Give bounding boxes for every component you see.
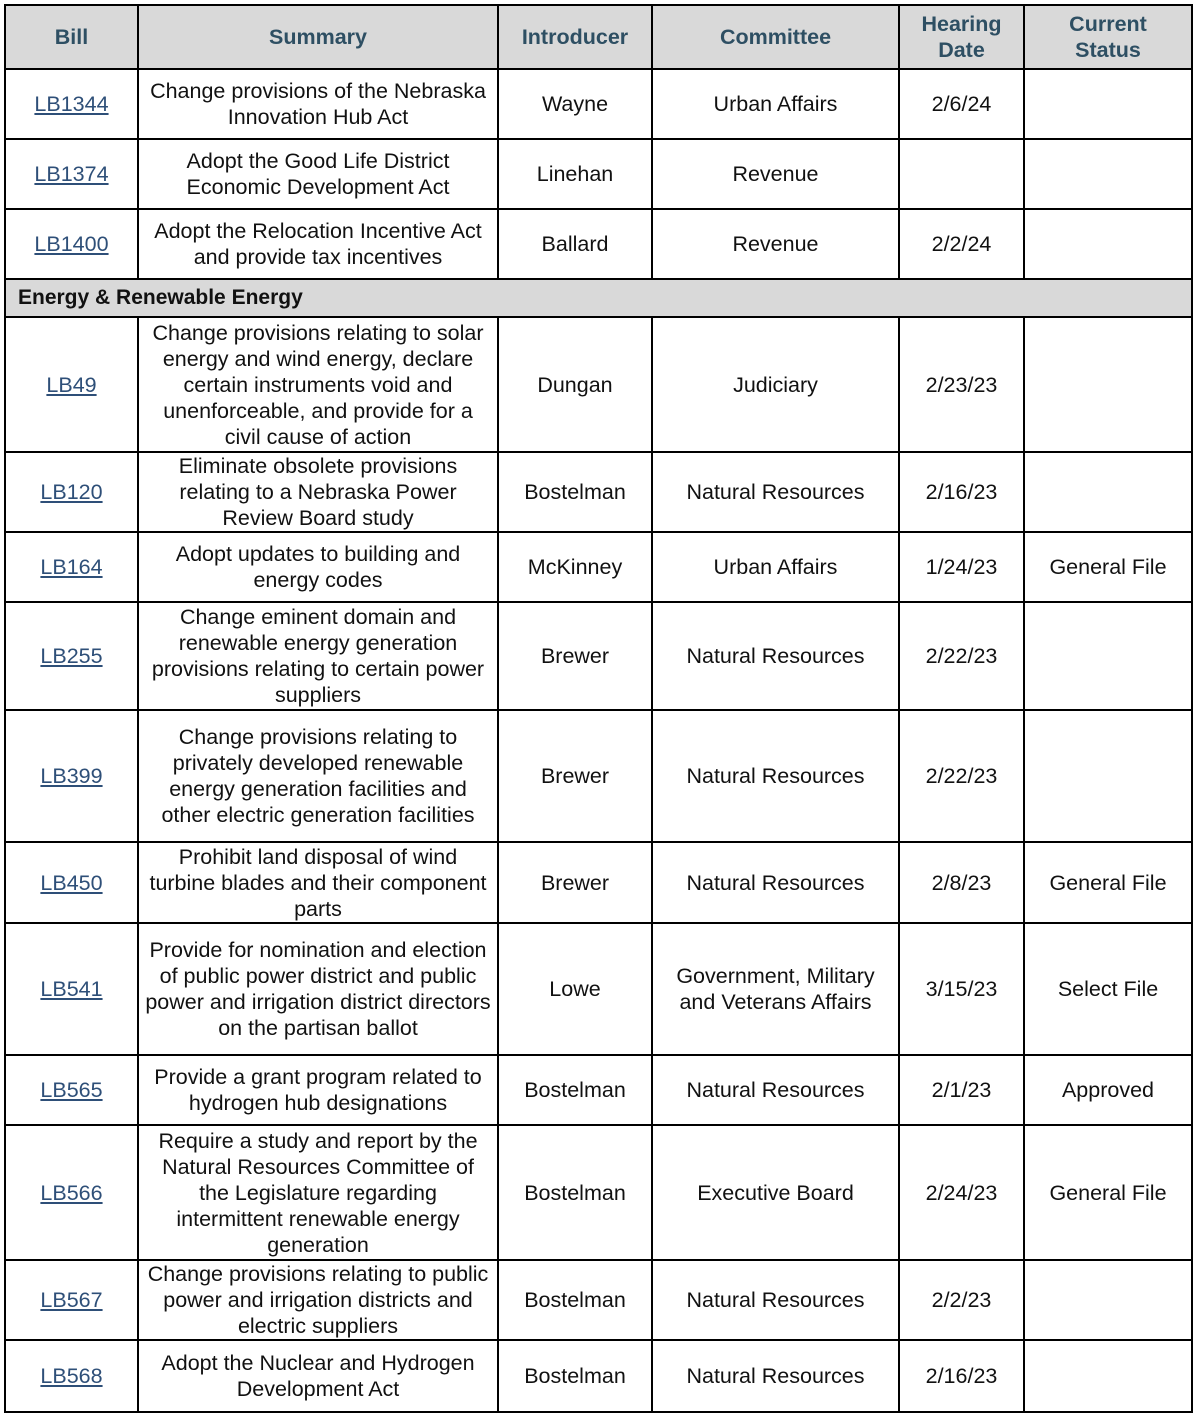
- header-bill: Bill: [5, 5, 138, 69]
- status-cell: [1024, 139, 1192, 209]
- bill-link[interactable]: LB399: [40, 764, 103, 788]
- committee-cell: Natural Resources: [652, 1340, 899, 1412]
- introducer-cell: Bostelman: [498, 1125, 652, 1260]
- introducer-cell: Bostelman: [498, 1340, 652, 1412]
- table-row: [5, 1260, 1192, 1340]
- status-cell: [1024, 452, 1192, 532]
- introducer-cell: Bostelman: [498, 452, 652, 532]
- status-cell: General File: [1024, 842, 1192, 923]
- committee-cell: Natural Resources: [652, 842, 899, 923]
- hearing-date-cell: 2/22/23: [899, 602, 1024, 710]
- bill-cell: [5, 452, 138, 532]
- bill-cell: [5, 317, 138, 452]
- table-row: [5, 923, 1192, 1055]
- committee-cell: Executive Board: [652, 1125, 899, 1260]
- summary-cell: Eliminate obsolete provisions relating to a Nebraska Power Review Board study: [138, 452, 498, 532]
- table-row: [5, 209, 1192, 279]
- table-row: [5, 842, 1192, 923]
- bill-link[interactable]: LB1374: [34, 162, 109, 186]
- bill-link[interactable]: LB450: [40, 870, 103, 895]
- bill-cell: [5, 1055, 138, 1125]
- summary-cell: Adopt the Good Life District Economic Development Act: [138, 139, 498, 209]
- table-row: [5, 317, 1192, 452]
- committee-cell: Natural Resources: [652, 452, 899, 532]
- hearing-date-cell: 2/2/23: [899, 1260, 1024, 1340]
- hearing-date-cell: 1/24/23: [899, 532, 1024, 602]
- bill-link[interactable]: LB567: [40, 1288, 103, 1312]
- bill-cell: [5, 532, 138, 602]
- table-row: [5, 1125, 1192, 1260]
- bill-cell: [5, 139, 138, 209]
- hearing-date-cell: 2/6/24: [899, 69, 1024, 139]
- bill-cell: [5, 1260, 138, 1340]
- header-current-status: Current Status: [1024, 5, 1192, 69]
- header-introducer: Introducer: [498, 5, 652, 69]
- hearing-date-cell: 2/16/23: [899, 452, 1024, 532]
- bill-cell: [5, 69, 138, 139]
- section-header-row: [5, 279, 1192, 317]
- summary-cell: Adopt the Nuclear and Hydrogen Development Act: [138, 1340, 498, 1412]
- hearing-date-cell: 2/23/23: [899, 317, 1024, 452]
- status-cell: Approved: [1024, 1055, 1192, 1125]
- bill-link[interactable]: LB541: [40, 977, 103, 1001]
- bill-link[interactable]: LB1400: [34, 232, 109, 256]
- summary-cell: Provide for nomination and election of public power district and public power and irrigation district directors on the partisan ballot: [138, 923, 498, 1055]
- header-row: [5, 5, 1192, 69]
- status-cell: General File: [1024, 532, 1192, 602]
- committee-cell: Natural Resources: [652, 602, 899, 710]
- hearing-date-cell: 2/24/23: [899, 1125, 1024, 1260]
- introducer-cell: Dungan: [498, 317, 652, 452]
- header-summary: Summary: [138, 5, 498, 69]
- summary-cell: Change provisions relating to privately developed renewable energy generation facilities and other electric generation facilities: [138, 710, 498, 842]
- bill-cell: [5, 209, 138, 279]
- table-row: [5, 1055, 1192, 1125]
- summary-cell: Prohibit land disposal of wind turbine blades and their component parts: [138, 842, 498, 923]
- summary-cell: Change provisions relating to public power and irrigation districts and electric suppliers: [138, 1260, 498, 1340]
- bill-link[interactable]: LB565: [40, 1078, 103, 1102]
- introducer-cell: Brewer: [498, 602, 652, 710]
- introducer-cell: Bostelman: [498, 1260, 652, 1340]
- status-cell: [1024, 69, 1192, 139]
- bill-link[interactable]: LB120: [40, 480, 103, 504]
- hearing-date-cell: 2/8/23: [899, 842, 1024, 923]
- bill-link[interactable]: LB49: [46, 372, 97, 397]
- table-row: [5, 139, 1192, 209]
- summary-cell: Adopt updates to building and energy codes: [138, 532, 498, 602]
- committee-cell: Natural Resources: [652, 710, 899, 842]
- status-cell: [1024, 1340, 1192, 1412]
- status-cell: [1024, 1260, 1192, 1340]
- status-cell: Select File: [1024, 923, 1192, 1055]
- committee-cell: Natural Resources: [652, 1260, 899, 1340]
- table-row: [5, 532, 1192, 602]
- status-cell: [1024, 710, 1192, 842]
- introducer-cell: Wayne: [498, 69, 652, 139]
- status-cell: [1024, 317, 1192, 452]
- bill-cell: [5, 923, 138, 1055]
- table-row: [5, 452, 1192, 532]
- bill-cell: [5, 1125, 138, 1260]
- bill-link[interactable]: LB566: [40, 1180, 103, 1205]
- status-cell: [1024, 602, 1192, 710]
- hearing-date-cell: [899, 139, 1024, 209]
- bill-link[interactable]: LB255: [40, 644, 103, 668]
- bill-cell: [5, 602, 138, 710]
- bill-cell: [5, 710, 138, 842]
- summary-cell: Require a study and report by the Natural Resources Committee of the Legislature regarding intermittent renewable energy generation: [138, 1125, 498, 1260]
- status-cell: [1024, 209, 1192, 279]
- introducer-cell: Linehan: [498, 139, 652, 209]
- committee-cell: Urban Affairs: [652, 532, 899, 602]
- hearing-date-cell: 2/22/23: [899, 710, 1024, 842]
- table-row: [5, 1340, 1192, 1412]
- committee-cell: Urban Affairs: [652, 69, 899, 139]
- introducer-cell: Ballard: [498, 209, 652, 279]
- committee-cell: Judiciary: [652, 317, 899, 452]
- bill-cell: [5, 842, 138, 923]
- table-row: [5, 710, 1192, 842]
- hearing-date-cell: 2/1/23: [899, 1055, 1024, 1125]
- introducer-cell: Bostelman: [498, 1055, 652, 1125]
- committee-cell: Revenue: [652, 209, 899, 279]
- introducer-cell: Lowe: [498, 923, 652, 1055]
- section-title: Energy & Renewable Energy: [5, 279, 1192, 317]
- status-cell: General File: [1024, 1125, 1192, 1260]
- introducer-cell: Brewer: [498, 842, 652, 923]
- summary-cell: Change eminent domain and renewable energy generation provisions relating to certain power suppliers: [138, 602, 498, 710]
- bills-table: [4, 4, 1193, 1413]
- committee-cell: Revenue: [652, 139, 899, 209]
- committee-cell: Government, Military and Veterans Affairs: [652, 923, 899, 1055]
- summary-cell: Provide a grant program related to hydrogen hub designations: [138, 1055, 498, 1125]
- header-hearing-date: Hearing Date: [899, 5, 1024, 69]
- summary-cell: Adopt the Relocation Incentive Act and provide tax incentives: [138, 209, 498, 279]
- hearing-date-cell: 3/15/23: [899, 923, 1024, 1055]
- header-committee: Committee: [652, 5, 899, 69]
- bill-link[interactable]: LB568: [40, 1364, 103, 1388]
- table-row: [5, 602, 1192, 710]
- hearing-date-cell: 2/16/23: [899, 1340, 1024, 1412]
- committee-cell: Natural Resources: [652, 1055, 899, 1125]
- table-row: [5, 69, 1192, 139]
- introducer-cell: Brewer: [498, 710, 652, 842]
- hearing-date-cell: 2/2/24: [899, 209, 1024, 279]
- bill-link[interactable]: LB164: [40, 555, 103, 579]
- summary-cell: Change provisions of the Nebraska Innovation Hub Act: [138, 69, 498, 139]
- bill-link[interactable]: LB1344: [34, 92, 109, 116]
- bill-cell: [5, 1340, 138, 1412]
- introducer-cell: McKinney: [498, 532, 652, 602]
- summary-cell: Change provisions relating to solar energy and wind energy, declare certain instruments void and unenforceable, and provide for a civil cause of action: [138, 317, 498, 452]
